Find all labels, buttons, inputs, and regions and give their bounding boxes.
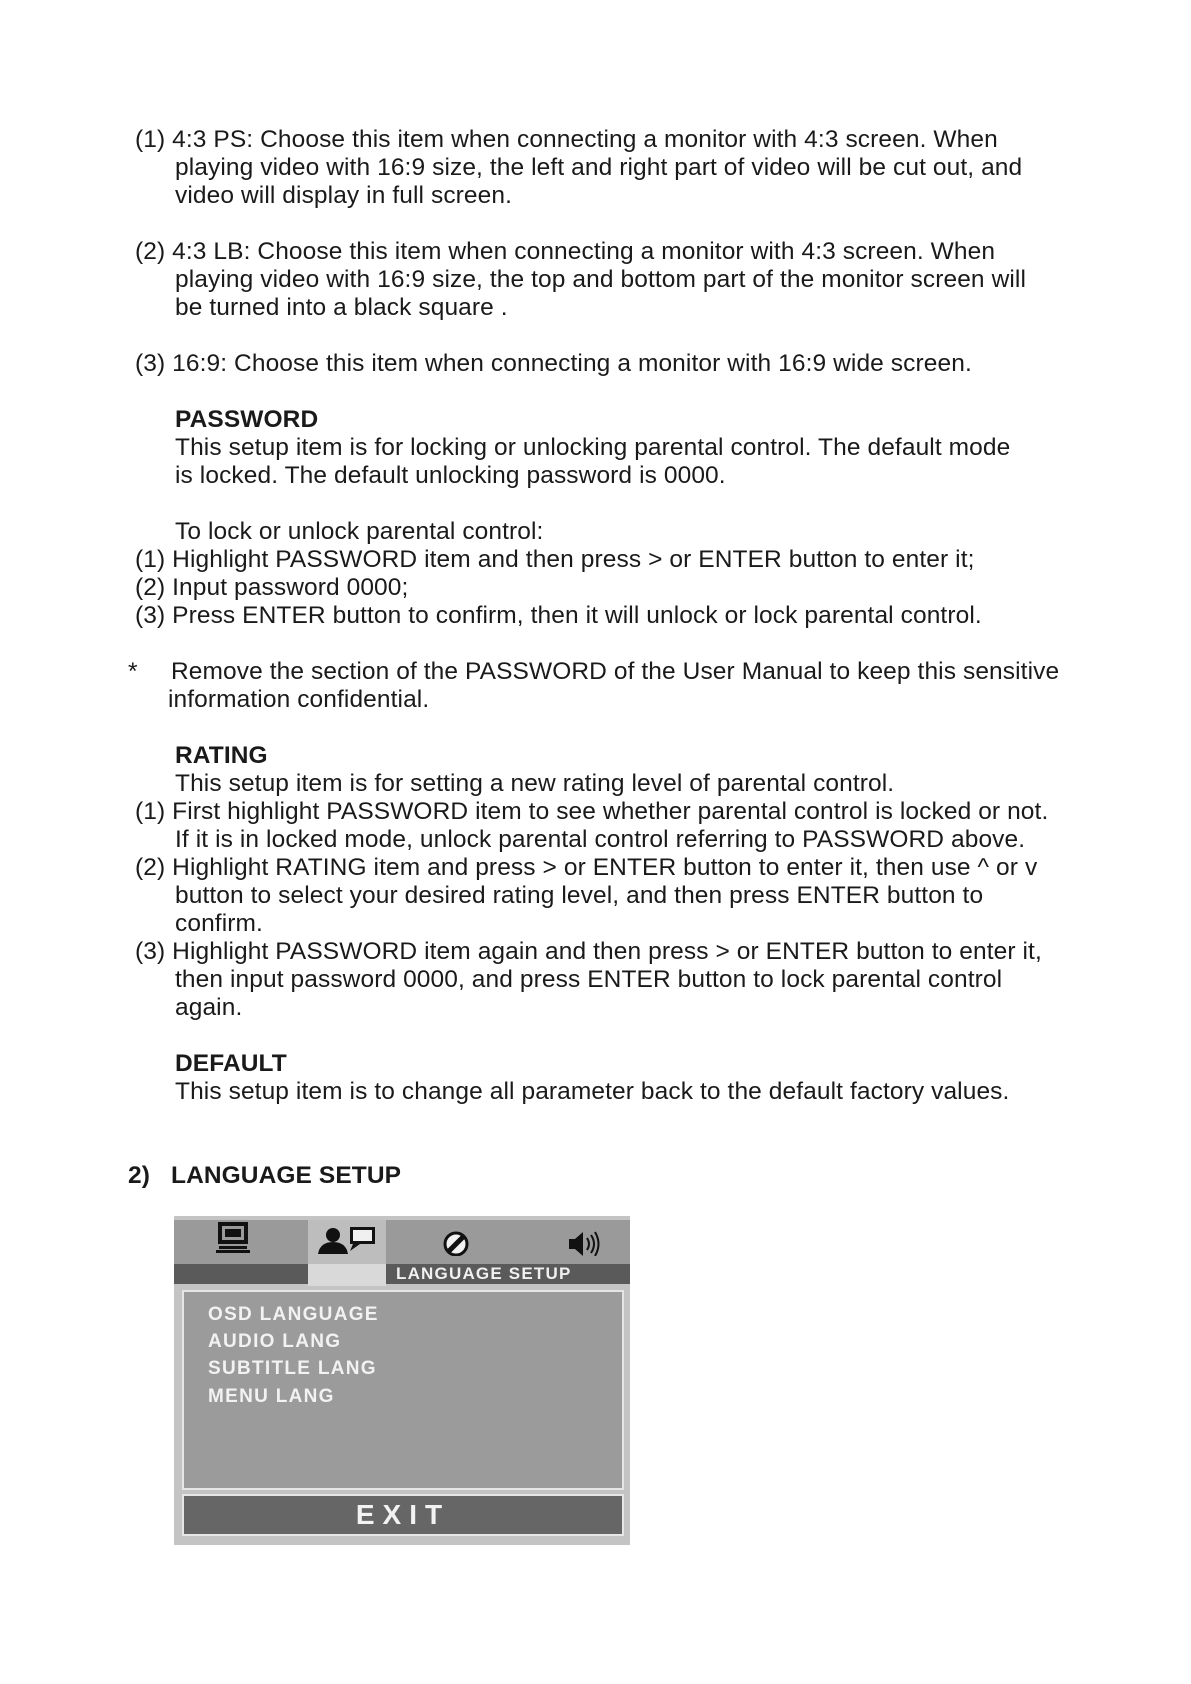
asterisk-note-marker: * bbox=[128, 658, 138, 685]
text-line: (1) 4:3 PS: Choose this item when connecting a monitor with 4:3 screen. When bbox=[135, 126, 998, 153]
section-title: LANGUAGE SETUP bbox=[171, 1162, 402, 1189]
text-line: (2) Highlight RATING item and press > or ENTER button to enter it, then use ^ or v bbox=[135, 854, 1038, 881]
text-line: This setup item is for setting a new rating level of parental control. bbox=[175, 770, 895, 797]
text-line: If it is in locked mode, unlock parental control referring to PASSWORD above. bbox=[175, 826, 1026, 853]
text-line: (2) Input password 0000; bbox=[135, 574, 409, 601]
text-line: (3) Press ENTER button to confirm, then it will unlock or lock parental control. bbox=[135, 602, 982, 629]
text-line: To lock or unlock parental control: bbox=[175, 518, 544, 545]
tab-strip bbox=[174, 1264, 308, 1284]
menu-item-audio-lang[interactable]: AUDIO LANG bbox=[208, 1331, 342, 1352]
text-line: again. bbox=[175, 994, 243, 1021]
menu-panel bbox=[182, 1290, 624, 1490]
speaker-icon bbox=[565, 1220, 603, 1256]
text-line: Remove the section of the PASSWORD of the User Manual to keep this sensitive bbox=[171, 658, 1060, 685]
heading-default: DEFAULT bbox=[175, 1050, 287, 1077]
menu-item-menu-lang[interactable]: MENU LANG bbox=[208, 1386, 335, 1407]
text-line: button to select your desired rating level, and then press ENTER button to bbox=[175, 882, 984, 909]
text-line: (3) Highlight PASSWORD item again and then press > or ENTER button to enter it, bbox=[135, 938, 1042, 965]
text-line: (2) 4:3 LB: Choose this item when connecting a monitor with 4:3 screen. When bbox=[135, 238, 996, 265]
monitor-icon bbox=[215, 1220, 251, 1254]
text-line: confirm. bbox=[175, 910, 263, 937]
active-tab-indicator bbox=[308, 1264, 386, 1286]
text-line: is locked. The default unlocking password is 0000. bbox=[175, 462, 726, 489]
heading-password: PASSWORD bbox=[175, 406, 319, 433]
heading-rating: RATING bbox=[175, 742, 268, 769]
section-number: 2) bbox=[128, 1162, 150, 1189]
text-line: playing video with 16:9 size, the top and bottom part of the monitor screen will bbox=[175, 266, 1026, 293]
person-speech-icon bbox=[314, 1220, 380, 1260]
text-line: then input password 0000, and press ENTER button to lock parental control bbox=[175, 966, 1003, 993]
text-line: This setup item is to change all parameter back to the default factory values. bbox=[175, 1078, 1010, 1105]
text-line: (1) First highlight PASSWORD item to see whether parental control is locked or not. bbox=[135, 798, 1049, 825]
text-line: video will display in full screen. bbox=[175, 182, 513, 209]
text-line: playing video with 16:9 size, the left and right part of video will be cut out, and bbox=[175, 154, 1023, 181]
menu-item-osd-language[interactable]: OSD LANGUAGE bbox=[208, 1304, 379, 1325]
text-line: (3) 16:9: Choose this item when connecting a monitor with 16:9 wide screen. bbox=[135, 350, 972, 377]
dial-icon bbox=[440, 1220, 472, 1256]
language-setup-menu bbox=[174, 1216, 630, 1545]
text-line: information confidential. bbox=[168, 686, 430, 713]
text-line: (1) Highlight PASSWORD item and then press > or ENTER button to enter it; bbox=[135, 546, 975, 573]
menu-item-subtitle-lang[interactable]: SUBTITLE LANG bbox=[208, 1358, 377, 1379]
menu-title: LANGUAGE SETUP bbox=[386, 1264, 630, 1284]
text-line: This setup item is for locking or unlocking parental control. The default mode bbox=[175, 434, 1011, 461]
exit-button[interactable]: EXIT bbox=[182, 1494, 624, 1536]
text-line: be turned into a black square . bbox=[175, 294, 508, 321]
